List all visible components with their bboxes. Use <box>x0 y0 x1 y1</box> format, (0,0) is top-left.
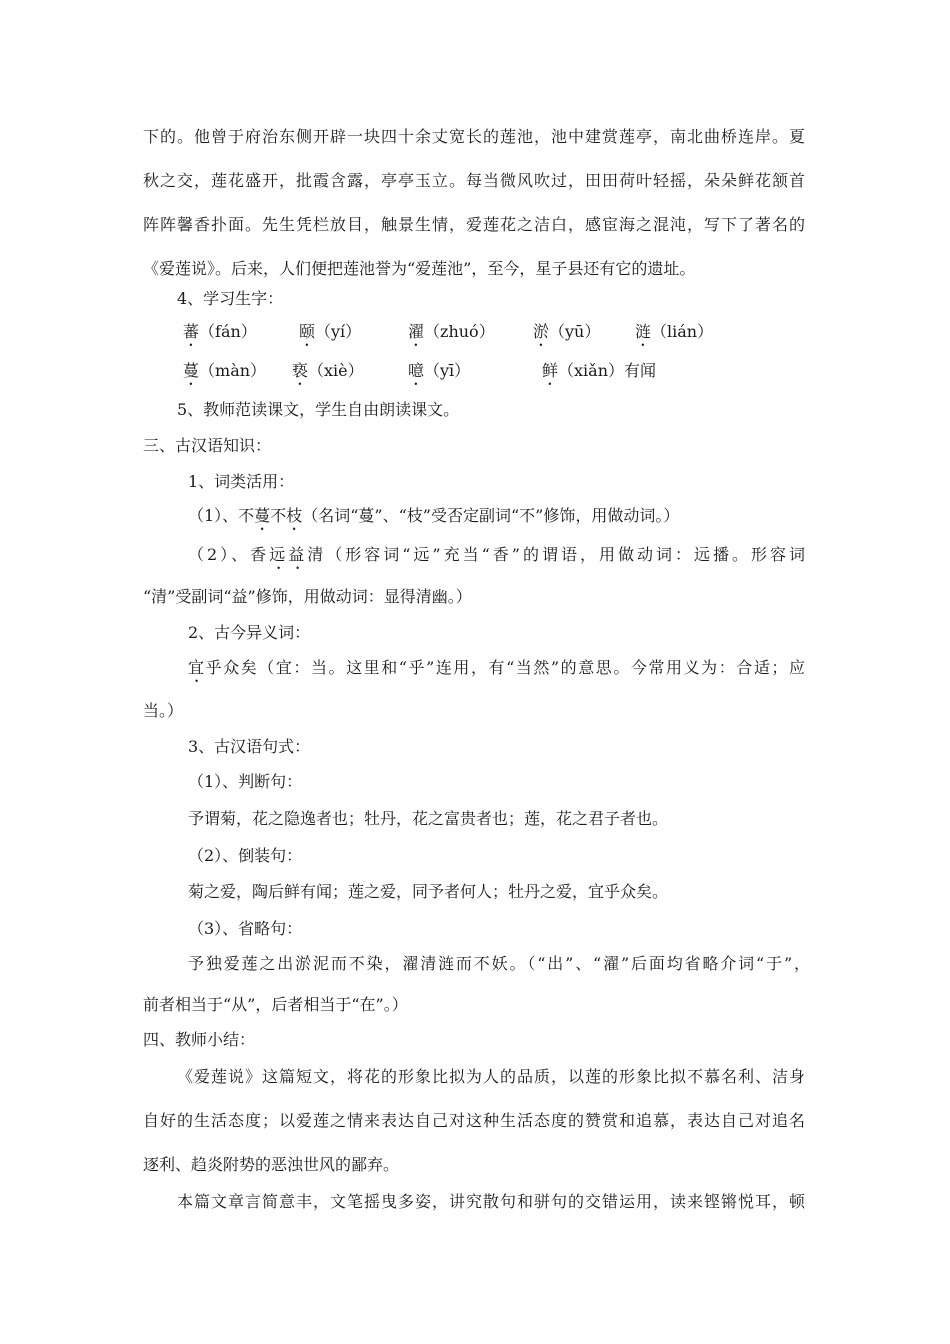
paragraph-line: 本篇文章言简意丰，文笔摇曳多姿，讲究散句和骈句的交错运用，读来铿锵悦耳，顿 <box>177 1192 805 1211</box>
vocab-item <box>533 321 600 350</box>
vocab-char: 噫 <box>408 361 425 380</box>
emphasis-char: 枝 <box>286 506 303 525</box>
paragraph-line: 前者相当于“从”，后者相当于“在”。） <box>143 995 408 1014</box>
section-title: 三、古汉语知识： <box>143 436 272 455</box>
syntax-label: （1）、判断句： <box>188 772 303 791</box>
vocab-pinyin: （màn） <box>199 361 267 380</box>
wordclass-item-1 <box>188 505 679 534</box>
paragraph-line: 阵阵馨香扑面。先生凭栏放目，触景生情，爱莲花之洁白，感宦海之混沌，写下了著名的 <box>143 215 805 234</box>
emphasis-char: 远 <box>269 545 289 564</box>
section-title: 四、教师小结： <box>143 1030 256 1049</box>
wordclass-item-2 <box>188 544 805 573</box>
vocab-char: 蕃 <box>183 322 200 341</box>
vocab-char: 淤 <box>533 322 550 341</box>
syntax-label: （2）、倒装句： <box>188 846 303 865</box>
syntax-label: （3）、省略句： <box>188 919 303 938</box>
vocab-pinyin: （zhuó） <box>424 322 495 341</box>
vocab-char: 蔓 <box>183 361 200 380</box>
text: （1）、不 <box>188 506 255 525</box>
step-5: 5、教师范读课文，学生自由朗读课文。 <box>177 400 460 419</box>
text: （2）、香 <box>188 545 270 564</box>
vocab-item <box>542 360 656 389</box>
syntax-example: 予独爱莲之出淤泥而不染，濯清涟而不妖。（“出”、“濯”后面均省略介词“于”， <box>188 954 810 973</box>
paragraph-line: 秋之交，莲花盛开，批霞含露，亭亭玉立。每当微风吹过，田田荷叶轻摇，朵朵鲜花颔首 <box>143 171 805 190</box>
vocab-item <box>408 360 470 389</box>
paragraph-line: 《爱莲说》这篇短文，将花的形象比拟为人的品质，以莲的形象比拟不慕名利、洁身 <box>177 1067 805 1086</box>
vocab-pinyin: （xiè） <box>308 361 364 380</box>
vocab-pinyin: （yū） <box>549 322 601 341</box>
emphasis-char: 益 <box>288 545 308 564</box>
subsection-heading: 1、词类活用： <box>188 472 295 491</box>
vocab-item <box>635 321 713 350</box>
emphasis-char: 蔓 <box>254 506 271 525</box>
vocab-pinyin: （fán） <box>199 322 257 341</box>
vocab-char: 亵 <box>292 361 309 380</box>
vocab-pinyin: （yí） <box>315 322 362 341</box>
vocab-item <box>292 360 364 389</box>
vocab-char: 颐 <box>299 322 316 341</box>
vocab-char: 涟 <box>635 322 652 341</box>
subsection-heading: 3、古汉语句式： <box>188 737 311 756</box>
vocab-char: 鲜 <box>542 361 559 380</box>
subsection-heading: 2、古今异义词： <box>188 623 311 642</box>
vocab-char: 濯 <box>408 322 425 341</box>
vocab-item <box>299 321 361 350</box>
paragraph-line: 逐利、趋炎附势的恶浊世风的鄙弃。 <box>143 1155 400 1174</box>
paragraph-line: “清”受副词“益”修饰，用做动词：显得清幽。） <box>143 587 472 606</box>
text: 乎众矣（宜：当。这里和“乎”连用，有“当然”的意思。今常用义为：合适；应 <box>205 658 805 677</box>
vocab-pinyin: （lián） <box>651 322 714 341</box>
text: （名词“蔓”、“枝”受否定副词“不”修饰，用做动词。） <box>302 506 680 525</box>
text: 清（形容词“远”充当“香”的谓语，用做动词：远播。形容词 <box>307 545 805 564</box>
vocab-pinyin: （xiǎn）有闻 <box>558 361 657 380</box>
vocab-item <box>183 360 266 389</box>
text: 不 <box>270 506 287 525</box>
vocab-pinyin: （yī） <box>424 361 471 380</box>
paragraph-line: 当。） <box>143 701 184 720</box>
vocab-heading: 4、学习生字： <box>177 289 284 308</box>
syntax-example: 菊之爱，陶后鲜有闻；莲之爱，同予者何人；牡丹之爱，宜乎众矣。 <box>188 882 669 901</box>
emphasis-char: 宜 <box>188 658 206 677</box>
paragraph-line: 《爱莲说》。后来，人们便把莲池誉为“爱莲池”，至今，星子县还有它的遗址。 <box>143 259 696 278</box>
vocab-item <box>408 321 495 350</box>
ancient-item <box>188 657 805 686</box>
paragraph-line: 下的。他曾于府治东侧开辟一块四十余丈宽长的莲池，池中建赏莲亭，南北曲桥连岸。夏 <box>143 127 805 146</box>
syntax-example: 予谓菊，花之隐逸者也；牡丹，花之富贵者也；莲，花之君子者也。 <box>188 809 669 828</box>
vocab-item <box>183 321 257 350</box>
paragraph-line: 自好的生活态度；以爱莲之情来表达自己对这种生活态度的赞赏和追慕，表达自己对追名 <box>143 1111 805 1130</box>
